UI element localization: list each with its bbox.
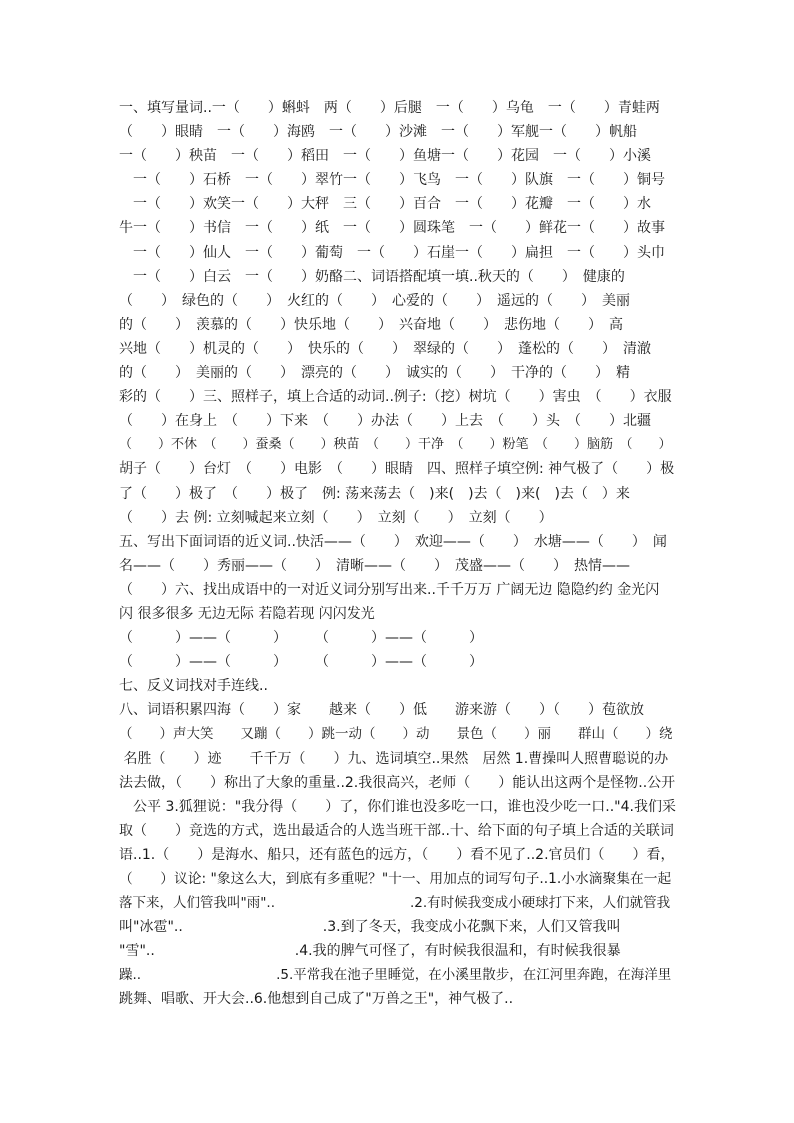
worksheet-line: （ ）不休 （ ）蚕桑（ ）秧苗 （ ）干净 （ ）粉笔 （ ）脑筋 （ ）: [119, 437, 672, 453]
worksheet-line: （ ）去 例: 立刻喊起来立刻（ ） 立刻（ ） 立刻（ ）: [119, 509, 553, 526]
worksheet-line: 跳舞、唱歌、开大会..6.他想到自己成了"万兽之王"，神气极了..: [119, 991, 514, 1008]
worksheet-line: 法去做，（ ）称出了大象的重量..2.我很高兴，老师（ ）能认出这两个是怪物..公开: [119, 774, 676, 791]
worksheet-line: （ ）眼睛 一（ ）海鸥 一（ ）沙滩 一（ ）军舰一（ ）帆船: [119, 124, 637, 141]
worksheet-body: [119, 96, 679, 1012]
worksheet-line: 叫"冰雹".. .3.到了冬天，我变成小花飘下来，人们又管我叫: [119, 919, 621, 936]
worksheet-line: 名胜（ ）迹 千千万（ ）九、选词填空..果然 居然 1.曹操叫人照曹聪说的办: [119, 750, 669, 767]
worksheet-line: 八、词语积累四海（ ）家 越来（ ）低 游来游（ ）（ ）苞欲放: [119, 702, 644, 719]
worksheet-line: （ ）——（ ） （ ）——（ ）: [119, 654, 483, 671]
worksheet-line: （ ） 绿色的（ ） 火红的（ ） 心爱的（ ） 遥远的（ ） 美丽: [119, 292, 630, 309]
worksheet-line: 彩的（ ）三、照样子，填上合适的动词..例子:（挖）树坑（ ）害虫 （ ）衣服: [119, 389, 672, 406]
worksheet-line: 闪 很多很多 无边无际 若隐若现 闪闪发光: [119, 605, 375, 622]
worksheet-line: 一（ ）秧苗 一（ ）稻田 一（ ）鱼塘一（ ）花园 一（ ）小溪: [119, 148, 651, 165]
worksheet-line: 一（ ）石桥 一（ ）翠竹一（ ）飞鸟 一（ ）队旗 一（ ）铜号: [119, 172, 665, 189]
worksheet-line: 兴地（ ）机灵的（ ） 快乐的（ ） 翠绿的（ ） 蓬松的（ ） 清澈: [119, 340, 651, 357]
worksheet-line: 牛一（ ）书信 一（ ）纸 一（ ）圆珠笔 一（ ）鲜花一（ ）故事: [119, 220, 665, 237]
worksheet-line: （ ）——（ ） （ ）——（ ）: [119, 630, 483, 647]
worksheet-line: 的（ ） 羡慕的（ ）快乐地（ ） 兴奋地（ ） 悲伤地（ ） 高: [119, 316, 623, 333]
worksheet-line: （ ）在身上 （ ）下来 （ ）办法（ ）上去 （ ）头 （ ）北疆: [119, 413, 651, 430]
worksheet-line: 一（ ）白云 一（ ）奶酪二、词语搭配填一填..秋天的（ ） 健康的: [119, 268, 625, 285]
worksheet-line: 取（ ）竞选的方式，选出最适合的人选当班干部..十、给下面的句子填上合适的关联词: [119, 822, 674, 839]
worksheet-line: （ ）六、找出成语中的一对近义词分别写出来..千千万万 广阔无边 隐隐约约 金光闪: [119, 581, 660, 598]
worksheet-line: "雪".. .4.我的脾气可怪了，有时候我很温和，有时候我很暴: [119, 943, 621, 960]
worksheet-line: 名——（ ）秀丽——（ ） 清晰——（ ） 茂盛——（ ） 热情——: [119, 557, 630, 574]
worksheet-line: 一、填写量词..一（ ）蝌蚪 两（ ）后腿 一（ ）乌龟 一（ ）青蛙两: [119, 100, 660, 116]
worksheet-line: 一（ ）仙人 一（ ）葡萄 一（ ）石崖一（ ）扁担 一（ ）头巾: [119, 244, 665, 261]
worksheet-line: 七、反义词找对手连线..: [119, 678, 268, 695]
worksheet-line: 的（ ） 美丽的（ ） 漂亮的（ ） 诚实的（ ） 干净的（ ） 精: [119, 365, 630, 382]
worksheet-line: （ ）议论: "象这么大，到底有多重呢？"十一、用加点的词写句子..1.小水滴聚集在一起: [119, 871, 672, 887]
worksheet-line: 躁.. .5.平常我在池子里睡觉，在小溪里散步，在江河里奔跑，在海洋里: [119, 967, 672, 984]
worksheet-line: 了（ ）极了 （ ）极了 例: 荡来荡去（ )来( )去（ )来( )去（ ）来: [119, 485, 630, 502]
worksheet-line: 胡子（ ）台灯 （ ）电影 （ ）眼睛 四、照样子填空例: 神气极了（ ）极: [119, 461, 675, 478]
worksheet-line: 五、写出下面词语的近义词..快活——（ ） 欢迎——（ ） 水塘——（ ） 闻: [119, 533, 667, 550]
worksheet-line: 一（ ）欢笑一（ ）大秤 三（ ）百合 一（ ）花瓣 一（ ）水: [119, 196, 651, 213]
worksheet-line: （ ）声大笑 又蹦（ ）跳一动（ ）动 景色（ ）丽 群山（ ）绕: [119, 726, 673, 743]
worksheet-line: 公平 3.狐狸说："我分得（ ）了，你们谁也没多吃一口，谁也没少吃一口.."4.我们采: [119, 798, 676, 815]
worksheet-line: 落下来，人们管我叫"雨".. .2.有时候我变成小硬球打下来，人们就管我: [119, 895, 671, 912]
worksheet-line: 语..1.（ ）是海水、船只，还有蓝色的远方，（ ）看不见了..2.官员们（ ）看，: [119, 846, 675, 863]
